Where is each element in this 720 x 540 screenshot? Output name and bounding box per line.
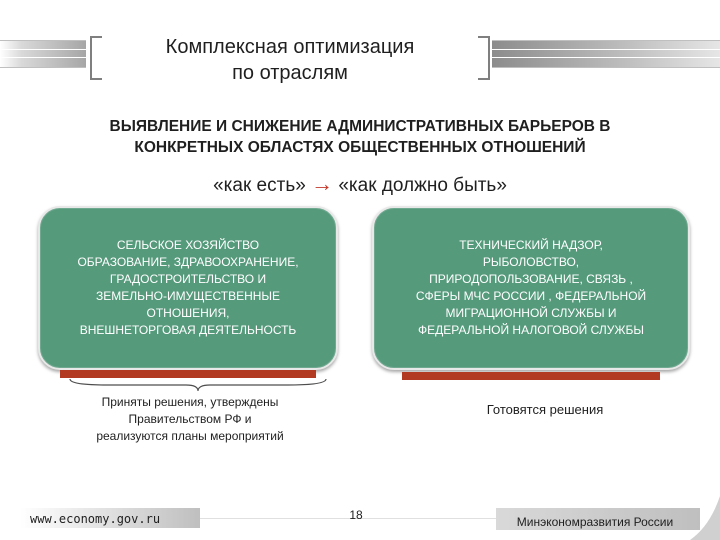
page-number: 18 — [349, 508, 363, 522]
right-sector-line: ПРИРОДОПОЛЬЗОВАНИЕ, СВЯЗЬ , — [429, 272, 633, 286]
right-sector-line: МИГРАЦИОННОЙ СЛУЖБЫ И — [445, 306, 617, 320]
left-caption-line: реализуются планы мероприятий — [96, 429, 284, 443]
slide-subtitle-line-2: КОНКРЕТНЫХ ОБЛАСТЯХ ОБЩЕСТВЕННЫХ ОТНОШЕНИЙ — [134, 139, 586, 156]
title-decor-right — [492, 40, 720, 68]
title-decor-left — [0, 40, 86, 68]
left-sector-line: ВНЕШНЕТОРГОВАЯ ДЕЯТЕЛЬНОСТЬ — [79, 323, 297, 337]
slide-subtitle-line-1: ВЫЯВЛЕНИЕ И СНИЖЕНИЕ АДМИНИСТРАТИВНЫХ БАРЬЕРОВ В — [109, 118, 611, 135]
left-sector-line: ОБРАЗОВАНИЕ, ЗДРАВООХРАНЕНИЕ, — [77, 255, 299, 269]
arrow-right-icon: → — [311, 171, 334, 196]
corner-decor-icon — [690, 496, 720, 540]
left-caption — [50, 394, 330, 445]
left-sector-line: СЕЛЬСКОЕ ХОЗЯЙСТВО — [116, 238, 260, 252]
left-box-red-bar — [60, 370, 316, 378]
right-caption: Готовятся решения — [486, 402, 604, 417]
right-sector-line: СФЕРЫ МЧС РОССИИ , ФЕДЕРАЛЬНОЙ — [415, 289, 647, 303]
left-sector-line: ЗЕМЕЛЬНО-ИМУЩЕСТВЕННЫЕ — [95, 289, 281, 303]
left-caption-line: Приняты решения, утверждены — [101, 395, 279, 409]
slide-title-line-2: по отраслям — [232, 62, 348, 84]
left-sector-line: ОТНОШЕНИЯ, — [146, 306, 230, 320]
title-bracket-right — [478, 36, 490, 80]
right-sector-line: РЫБОЛОВСТВО, — [482, 255, 580, 269]
to-be-label: «как должно быть» — [338, 175, 507, 196]
left-caption-line: Правительством РФ и — [128, 412, 252, 426]
curly-brace-icon — [68, 378, 328, 392]
slide-title-line-1: Комплексная оптимизация — [165, 36, 415, 58]
right-box-red-bar — [402, 372, 660, 380]
as-is-label: «как есть» — [213, 175, 306, 196]
footer-ministry-name: Минэкономразвития России — [516, 515, 674, 529]
left-sectors-text — [77, 237, 298, 339]
as-is-to-be-heading — [100, 171, 620, 197]
left-sectors-box — [38, 206, 338, 370]
footer-url-link[interactable]: www.economy.gov.ru — [30, 512, 161, 526]
slide-title — [110, 34, 470, 86]
right-sectors-box — [372, 206, 690, 370]
title-bracket-left — [90, 36, 102, 80]
right-sectors-text — [416, 237, 646, 339]
right-sector-line: ТЕХНИЧЕСКИЙ НАДЗОР, — [459, 238, 603, 252]
right-sector-line: ФЕДЕРАЛЬНОЙ НАЛОГОВОЙ СЛУЖБЫ — [418, 323, 644, 337]
left-sector-line: ГРАДОСТРОИТЕЛЬСТВО И — [109, 272, 267, 286]
slide-subtitle — [30, 116, 690, 158]
